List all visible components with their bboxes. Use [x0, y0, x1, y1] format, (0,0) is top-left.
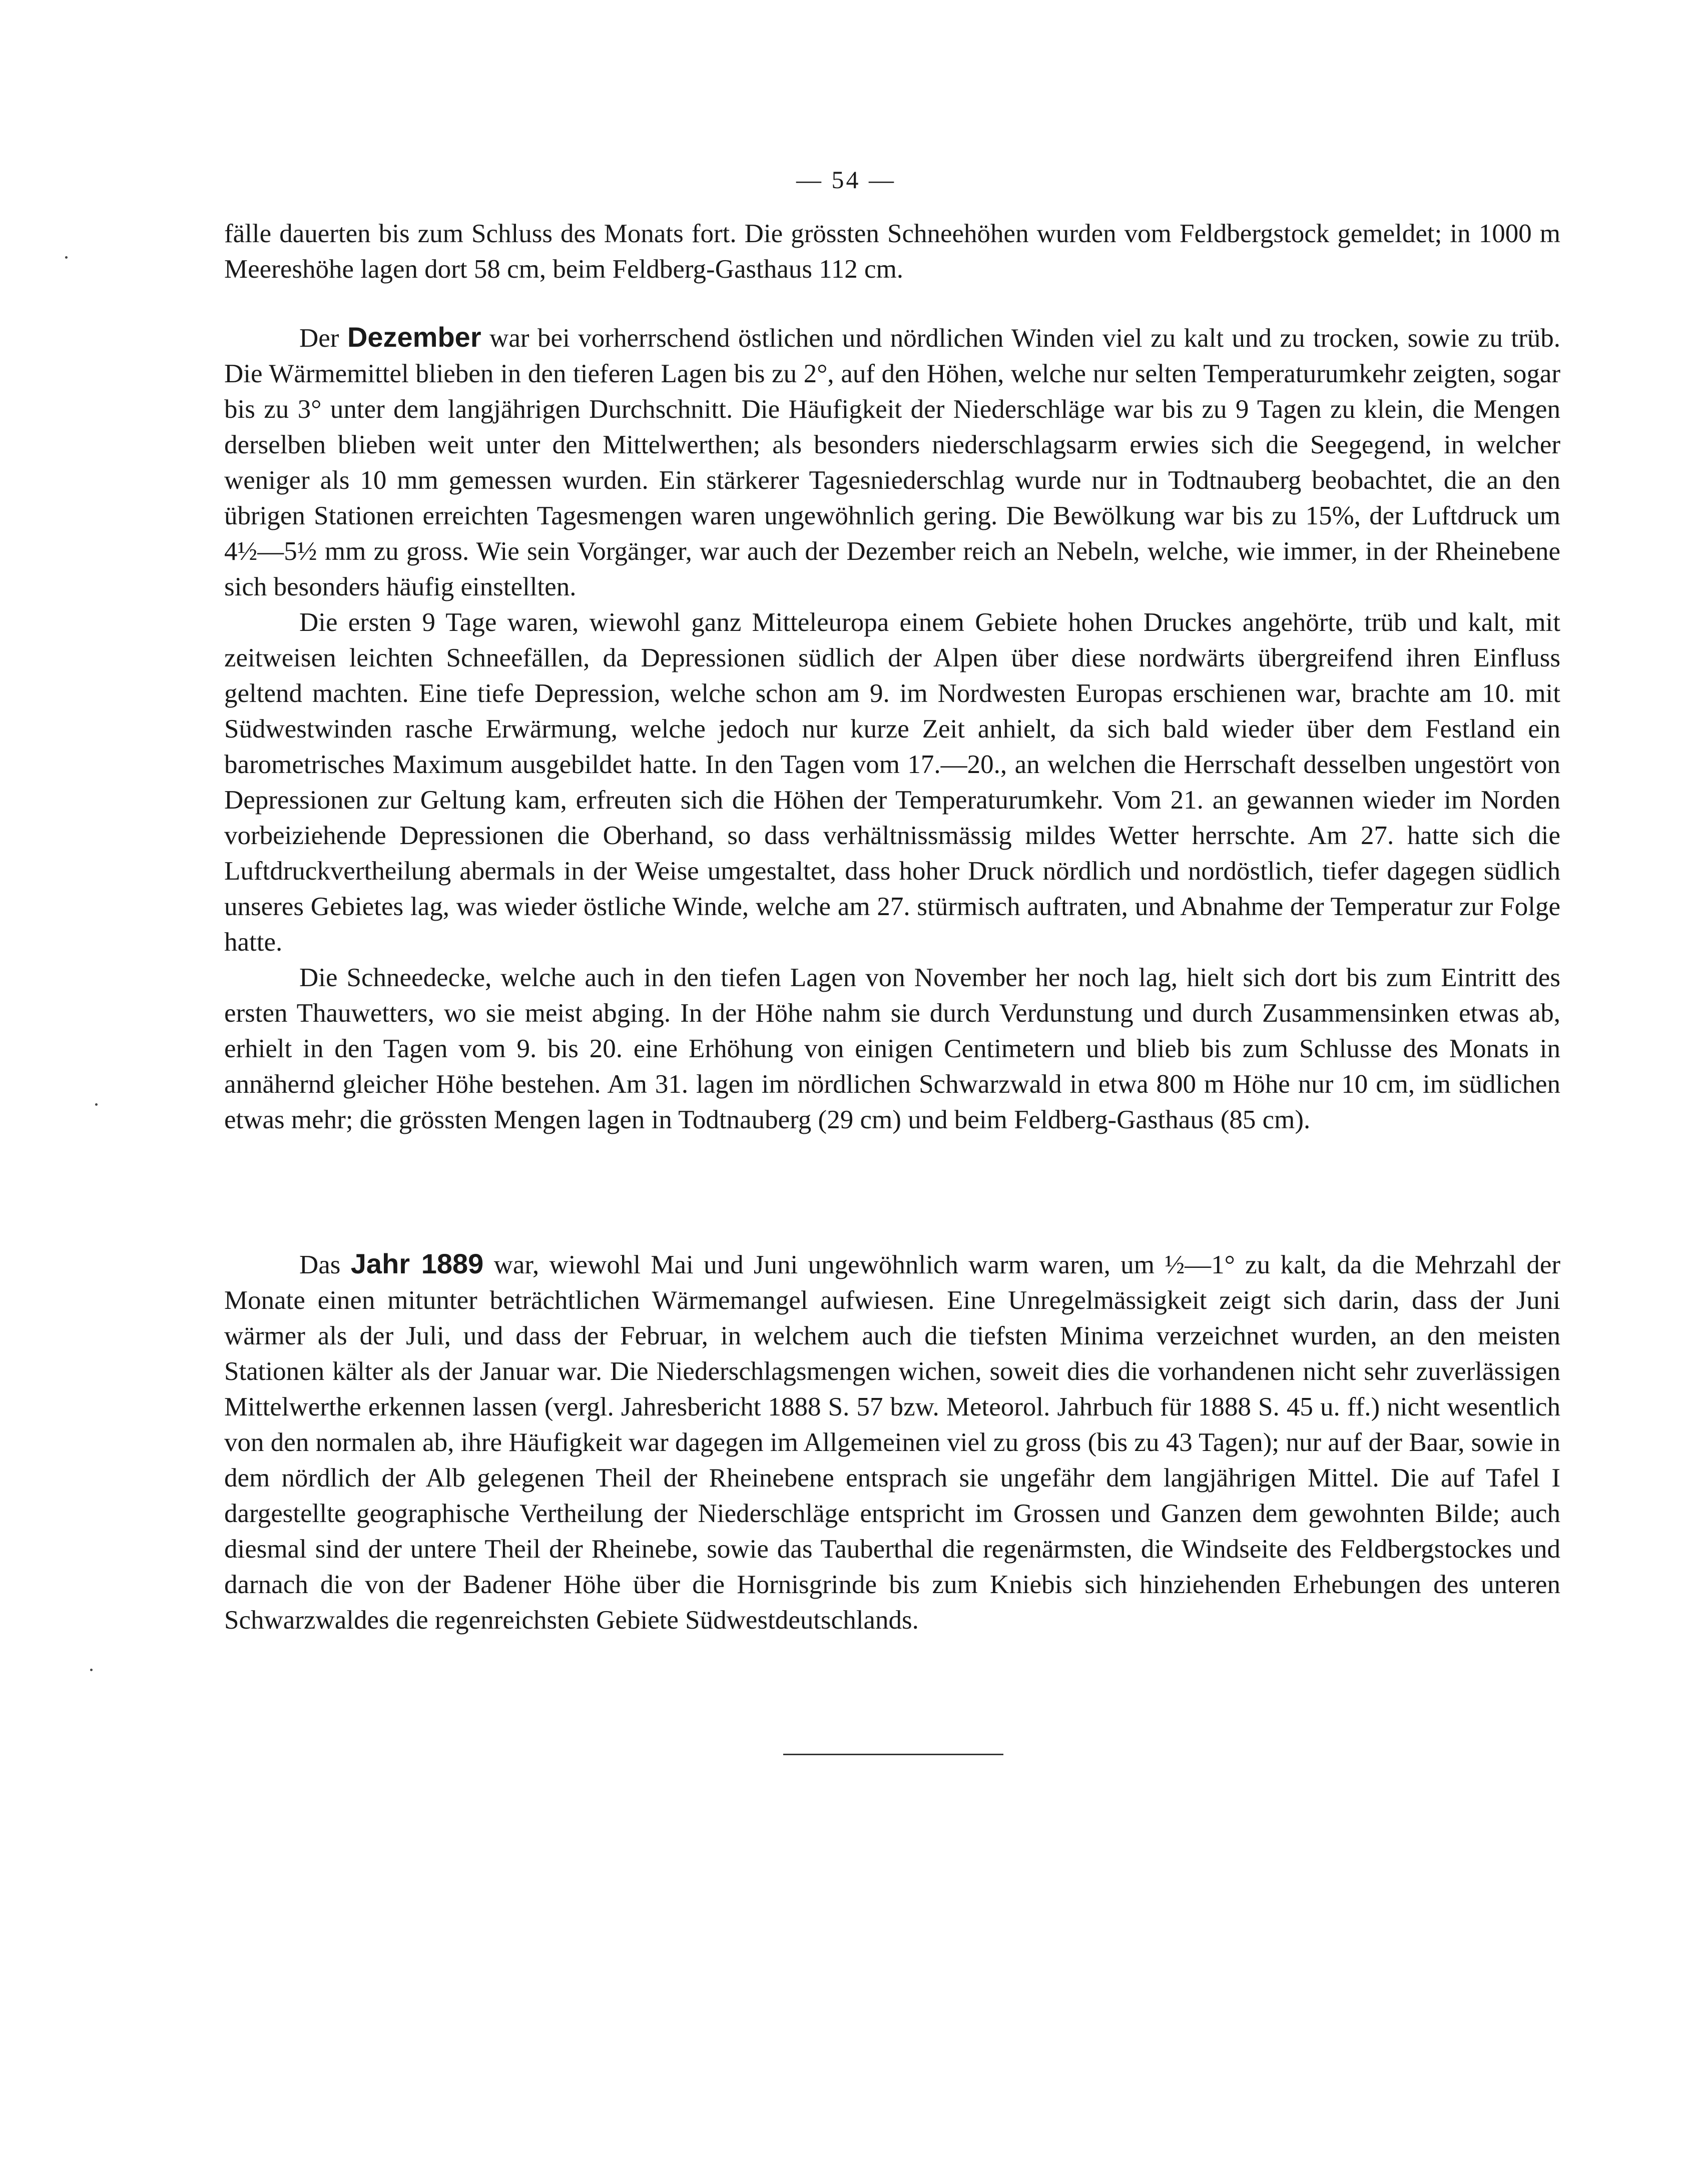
year-lead: Das: [299, 1250, 341, 1279]
intro-paragraph-block: [224, 216, 1560, 287]
december-section: [224, 319, 1560, 1138]
december-paragraph-3: Die Schneedecke, welche auch in den tiefen Lagen von November her noch lag, hielt sich dort bis zum Eintritt des ersten Thauwetters, wo sie meist abging. In der Höhe nahm sie durch Verdunstung und durch Zusammensinken etwas ab, erhielt in den Tagen vom 9. bis 20. eine Erhöhung von einigen Centimetern und blieb bis zum Schlusse des Monats in annähernd gleicher Höhe bestehen. Am 31. lagen im nördlichen Schwarzwald in etwa 800 m Höhe nur 10 cm, im südlichen etwas mehr; die grössten Mengen lagen in Todtnauberg (29 cm) und beim Feldberg-Gasthaus (85 cm).: [224, 963, 1560, 1134]
december-keyword: Dezember: [347, 321, 481, 353]
scan-speck: [65, 256, 68, 259]
year-paragraph-text: war, wiewohl Mai und Juni ungewöhnlich warm waren, um ½—1° zu kalt, da die Mehrzahl der Monate einen mitunter beträchtlichen Wärmemangel aufwiesen. Eine Unregelmässigkeit zeigt sich darin, dass der Juni wärmer als der Juli, und dass der Februar, in welchem auch die tiefsten Minima verzeichnet wurden, an den meisten Stationen kälter als der Januar war. Die Niederschlagsmengen wichen, soweit dies die vorhandenen nicht sehr zuverlässigen Mittelwerthe erkennen lassen (vergl. Jahresbericht 1888 S. 57 bzw. Meteorol. Jahrbuch für 1888 S. 45 u. ff.) nicht wesentlich von den normalen ab, ihre Häufigkeit war dagegen im Allgemeinen viel zu gross (bis zu 43 Tagen); nur auf der Baar, sowie in dem nördlich der Alb gelegenen Theil der Rheinebene entsprach sie ungefähr dem langjährigen Mittel. Die auf Tafel I dargestellte geographische Vertheilung der Niederschläge entspricht im Grossen und Ganzen dem gewohnten Bilde; auch diesmal sind der untere Theil der Rheinebe, sowie das Tauberthal die regenärmsten, die Windseite des Feldbergstockes und darnach die von der Badener Höhe über die Hornisgrinde bis zum Kniebis sich hinziehenden Erhebungen des unteren Schwarzwaldes die regenreichsten Gebiete Südwestdeutschlands.: [224, 1250, 1561, 1635]
closing-rule: [783, 1754, 1003, 1755]
december-paragraph-1-text: war bei vorherrschend östlichen und nördlichen Winden viel zu kalt und zu trocken, sowie zu trüb. Die Wärmemittel blieben in den tieferen Lagen bis zu 2°, auf den Höhen, welche nur selten Temperaturumkehr zeigten, sogar bis zu 3° unter dem langjährigen Durchschnitt. Die Häufigkeit der Niederschläge war bis zu 9 Tagen zu klein, die Mengen derselben blieben weit unter den Mittelwerthen; als besonders niederschlagsarm erwies sich die Seegegend, in welcher weniger als 10 mm gemessen wurden. Ein stärkerer Tagesniederschlag wurde nur in Todtnauberg beobachtet, die an den übrigen Stationen erreichten Tagesmengen waren ungewöhnlich gering. Die Bewölkung war bis zu 15%, der Luftdruck um 4½—5½ mm zu gross. Wie sein Vorgänger, war auch der Dezember reich an Nebeln, welche, wie immer, in der Rheinebene sich besonders häufig einstellten.: [224, 324, 1561, 601]
december-paragraph-1: [224, 319, 1560, 605]
intro-paragraph: fälle dauerten bis zum Schluss des Monats fort. Die grössten Schneehöhen wurden vom Feldbergstock gemeldet; in 1000 m Meereshöhe lagen dort 58 cm, beim Feldberg-Gasthaus 112 cm.: [224, 219, 1560, 284]
page-number: — 54 —: [796, 166, 896, 194]
year-keyword: Jahr 1889: [350, 1248, 484, 1279]
scan-speck: [95, 1103, 98, 1106]
december-paragraph-2: Die ersten 9 Tage waren, wiewohl ganz Mitteleuropa einem Gebiete hohen Druckes angehörte, trüb und kalt, mit zeitweisen leichten Schneefällen, da Depressionen südlich der Alpen über diese nordwärts übergreifend ihren Einfluss geltend machten. Eine tiefe Depression, welche schon am 9. im Nordwesten Europas erschienen war, brachte am 10. mit Südwestwinden rasche Erwärmung, welche jedoch nur kurze Zeit anhielt, da sich bald wieder über dem Festland ein barometrisches Maximum ausgebildet hatte. In den Tagen vom 17.—20., an welchen die Herrschaft desselben ungestört von Depressionen zur Geltung kam, erfreuten sich die Höhen der Temperaturumkehr. Vom 21. an gewannen wieder im Norden vorbeiziehende Depressionen die Oberhand, so dass verhältnissmässig mildes Wetter herrschte. Am 27. hatte sich die Luftdruckvertheilung abermals in der Weise umgestaltet, dass hoher Druck nördlich und nordöstlich, tiefer dagegen südlich unseres Gebietes lag, was wieder östliche Winde, welche am 27. stürmisch auftraten, und Abnahme der Temperatur zur Folge hatte.: [224, 608, 1560, 957]
year-paragraph: [224, 1246, 1560, 1638]
scan-speck: [90, 1669, 93, 1671]
december-lead: Der: [299, 324, 339, 353]
year-section: [224, 1246, 1560, 1638]
